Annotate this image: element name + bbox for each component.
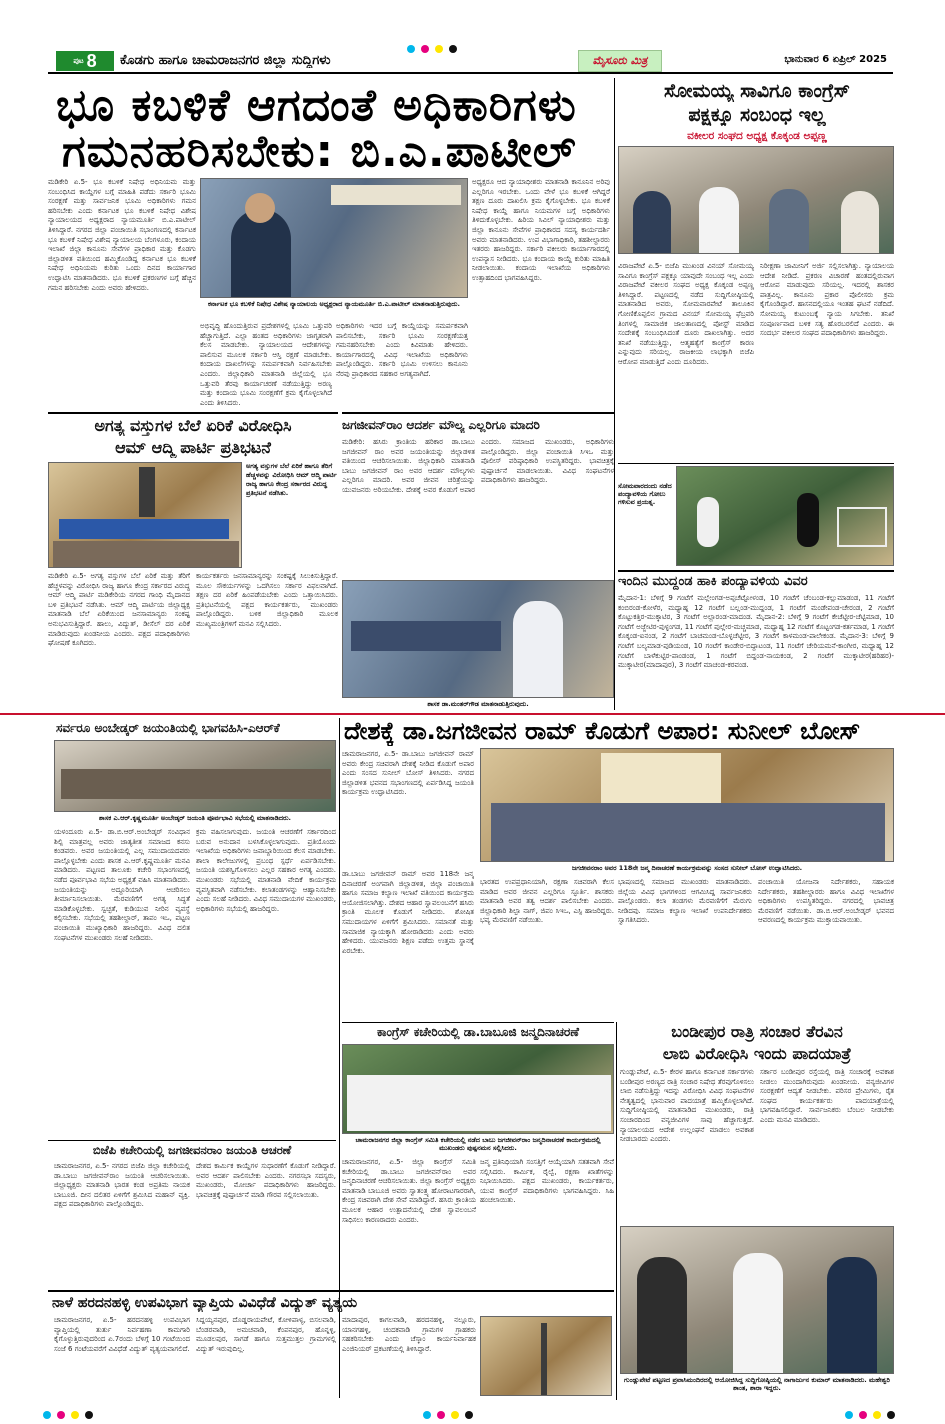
- jagjivan-headline: ಜಗಜೀವನ್‌ರಾಂ ಆದರ್ಶ ಮೌಲ್ಯ ಎಲ್ಲರಿಗೂ ಮಾದರಿ: [342, 418, 540, 432]
- congress-column-2: ಜನ್ಮ ಪ್ರತಿನಿಧಿಯಾಗಿ ಸಂಸತ್ತಿಗೆ ಆಯ್ಕೆಯಾಗಿ ಸತತವಾಗಿ ಸೇವೆ ಸಲ್ಲಿಸಿದರು. ಕಾರ್ಮಿಕ, ರೈಲ್ವೆ, ರಕ್ಷಣಾ ಖಾತೆಗಳನ್ನು ನಿಭಾಯಿಸಿದರು. ಪಕ್ಷದ ಮುಖಂಡರು, ಕಾರ್ಯಕರ್ತರು, ಯುವ ಕಾಂಗ್ರೆಸ್ ಪದಾಧಿಕಾರಿಗಳು ಭಾಗವಹಿಸಿದ್ದರು. ಸಿಹಿ ಹಂಚಲಾಯಿತು.: [480, 1158, 614, 1205]
- reg-dot-cyan: [845, 1411, 853, 1419]
- power-column-3: ಮಾದಾಪುರ, ಕಾಗಲವಾಡಿ, ಹರದನಹಳ್ಳಿ, ನಲ್ಲೂರು, ಯಾನಗಹಳ್ಳಿ, ಚಂದಕವಾಡಿ ಗ್ರಾಮಗಳ ಗ್ರಾಹಕರು ಸಹಕರಿಸಬೇಕು ಎಂದು ಚೆಸ್ಕಾಂ ಕಾರ್ಯನಿರ್ವಾಹಕ ಎಂಜಿನಿಯರ್ ಪ್ರಕಟಣೆಯಲ್ಲಿ ತಿಳಿಸಿದ್ದಾರೆ.: [342, 1316, 476, 1353]
- lead-photo-caption: ಕರ್ನಾಟಕ ಭೂ ಕಬಳಿಕೆ ನಿಷೇಧ ವಿಶೇಷ ನ್ಯಾಯಾಲಯ ಅಧ್ಯಕ್ಷರಾದ ನ್ಯಾಯಮೂರ್ತಿ ಬಿ.ಎ.ಪಾಟೀಲ್ ಮಾತನಾಡುತ್ತಿರುವುದು.: [208, 300, 460, 308]
- congress-headline: ಕಾಂಗ್ರೆಸ್ ಕಚೇರಿಯಲ್ಲಿ ಡಾ.ಬಾಬೂಜಿ ಜನ್ಮದಿನಾಚರಣೆ: [376, 1025, 580, 1039]
- aap-headline-line2: ಆಮ್ ಆದ್ಮಿ ಪಾರ್ಟಿ ಪ್ರತಿಭಟನೆ: [115, 438, 271, 457]
- divider-right-1: [618, 463, 894, 464]
- person-2: [699, 187, 739, 254]
- podium-figure-head: [245, 193, 275, 223]
- reg-dot-magenta: [437, 1411, 445, 1419]
- person-3: [769, 189, 809, 254]
- bjp-column-2: ದೇಶದ ಕಾರ್ಮಿಕ ಕಾಯ್ದೆಗಳ ಸುಧಾರಣೆಗೆ ಕೊಡುಗೆ ನೀಡಿದ್ದಾರೆ. ಅವರ ಆದರ್ಶ ಪಾಲಿಸಬೇಕು ಎಂದರು. ನಗರಸಭಾ ಸದಸ್ಯರು, ಮುಖಂಡರು, ಮೋರ್ಚಾ ಪದಾಧಿಕಾರಿಗಳು ಹಾಜರಿದ್ದರು. ಭಾವಚಿತ್ರಕ್ಕೆ ಪುಷ್ಪಾರ್ಚನೆ ಮಾಡಿ ಗೌರವ ಸಲ್ಲಿಸಲಾಯಿತು.: [196, 1162, 336, 1199]
- reg-dot-cyan: [407, 45, 415, 53]
- meeting-row: [61, 769, 331, 799]
- hockey-photo-caption: ಸೋಮವಾರದಂದು ನಡೆದ ಪಂದ್ಯಾವಳಿಯ ಗೋಲು ಗಳಿಸುವ ಪ್ರಯತ್ನ.: [618, 482, 672, 506]
- ambedkar-column-1: ಯಳಂದೂರು ಏ.5- ಡಾ.ಬಿ.ಆರ್.ಅಂಬೇಡ್ಕರ್ ಸಂವಿಧಾನ ಶಿಲ್ಪಿ ಮಾತ್ರವಲ್ಲ ಅವರು ಜಾತ್ಯತೀತ ಸಮಾಜದ ಕನಸು ಕಂಡವರು. ಅವರ ಜಯಂತಿಯಲ್ಲಿ ಎಲ್ಲ ಸಮುದಾಯದವರು ಪಾಲ್ಗೊಳ್ಳಬೇಕು ಎಂದು ಶಾಸಕ ಎ.ಆರ್.ಕೃಷ್ಣಮೂರ್ತಿ ಮನವಿ ಮಾಡಿದರು. ಪಟ್ಟಣದ ತಾಲೂಕು ಕಚೇರಿ ಸಭಾಂಗಣದಲ್ಲಿ ನಡೆದ ಪೂರ್ವಭಾವಿ ಸಭೆಯ ಅಧ್ಯಕ್ಷತೆ ವಹಿಸಿ ಮಾತನಾಡಿದರು. ಜಯಂತಿಯನ್ನು ಅದ್ದೂರಿಯಾಗಿ ಆಚರಿಸಲು ತೀರ್ಮಾನಿಸಲಾಯಿತು. ಮೆರವಣಿಗೆಗೆ ಅಗತ್ಯ ಸಿದ್ಧತೆ ಮಾಡಿಕೊಳ್ಳಬೇಕು. ಸ್ವಚ್ಛತೆ, ಕುಡಿಯುವ ನೀರಿನ ವ್ಯವಸ್ಥೆ ಕಲ್ಪಿಸಬೇಕು. ಸಭೆಯಲ್ಲಿ ತಹಶೀಲ್ದಾರ್, ತಾಪಂ ಇಒ, ಪಟ್ಟಣ ಪಂಚಾಯಿತಿ ಮುಖ್ಯಾಧಿಕಾರಿ ಹಾಜರಿದ್ದರು. ವಿವಿಧ ದಲಿತ ಸಂಘಟನೆಗಳ ಮುಖಂಡರು ಸಲಹೆ ನೀಡಿದರು.: [54, 828, 190, 942]
- divider-jagjivan-top: [342, 412, 614, 414]
- somaiah-column-1: ವಿರಾಜಪೇಟೆ ಏ.5- ಬಿಜೆಪಿ ಮುಖಂಡ ವಿನಯ್ ಸೋಮಯ್ಯ ಸಾವಿಗೂ ಕಾಂಗ್ರೆಸ್ ಪಕ್ಷಕ್ಕೂ ಯಾವುದೇ ಸಂಬಂಧ ಇಲ್ಲ ಎಂದು ವಿರಾಜಪೇಟೆ ವಕೀಲರ ಸಂಘದ ಅಧ್ಯಕ್ಷ ಕೊಕ್ಕಂಡ ಅಪ್ಪಣ್ಣ ತಿಳಿಸಿದ್ದಾರೆ. ಪಟ್ಟಣದಲ್ಲಿ ನಡೆದ ಸುದ್ದಿಗೋಷ್ಠಿಯಲ್ಲಿ ಮಾತನಾಡಿದ ಅವರು, ಸೋಮವಾರಪೇಟೆ ತಾಲೂಕಿನ ಗೋಣಿಕೊಪ್ಪಲಿನ ಗ್ರಾಮದ ವಿನಯ್ ಸೋಮಯ್ಯ ಫೆಬ್ರವರಿ ತಿಂಗಳಲ್ಲಿ ಸಾಮಾಜಿಕ ಜಾಲತಾಣದಲ್ಲಿ ಪೋಸ್ಟ್ ಮಾಡಿದ ಸಂದೇಶಕ್ಕೆ ಸಂಬಂಧಿಸಿದಂತೆ ದೂರು ದಾಖಲಾಗಿತ್ತು. ಅದರ ತನಿಖೆ ನಡೆಯುತ್ತಿದ್ದು, ಆತ್ಮಹತ್ಯೆಗೆ ಕಾಂಗ್ರೆಸ್ ಕಾರಣ ಎನ್ನುವುದು ಸರಿಯಲ್ಲ. ರಾಜಕೀಯ ಲಾಭಕ್ಕಾಗಿ ಬಿಜೆಪಿ ಆರೋಪ ಮಾಡುತ್ತಿದೆ ಎಂದು ದೂರಿದರು.: [618, 262, 754, 366]
- bandipur-headline-line2: ಲಾಬಿ ವಿರೋಧಿಸಿ ಇಂದು ಪಾದಯಾತ್ರೆ: [662, 1044, 852, 1063]
- reg-dot-yellow: [435, 45, 443, 53]
- bandipur-photo: [620, 1226, 894, 1374]
- ambedkar-photo-caption: ಶಾಸಕ ಎ.ಆರ್.ಕೃಷ್ಣಮೂರ್ತಿ ಅಂಬೇಡ್ಕರ್ ಜಯಂತಿ ಪೂರ್ವಭಾವಿ ಸಭೆಯಲ್ಲಿ ಮಾತನಾಡಿದರು.: [99, 814, 291, 822]
- reg-dot-magenta: [859, 1411, 867, 1419]
- hockey-photo: [676, 466, 894, 566]
- vertical-divider-main: [614, 78, 615, 710]
- lead-headline-line2: ಗಮನಹರಿಸಬೇಕು: ಬಿ.ಎ.ಪಾಟೀಲ್: [62, 128, 577, 176]
- registration-marks-left: [404, 38, 460, 57]
- somaiah-subhead: ವಕೀಲರ ಸಂಘದ ಅಧ್ಯಕ್ಷ ಕೊಕ್ಕಂಡ ಅಪ್ಪಣ್ಣ: [687, 130, 827, 142]
- reg-dot-black: [449, 45, 457, 53]
- congress-photo: [342, 1044, 614, 1134]
- statue: [139, 467, 155, 517]
- hockey-player-1: [697, 497, 719, 547]
- power-column-2: ಸಿದ್ದಯ್ಯನಪುರ, ದೊಡ್ಡರಾಯಪೇಟೆ, ಕೋಳಿಪಾಳ್ಯ, ಬಿಸಲವಾಡಿ, ಬೆಂಡರವಾಡಿ, ಅಮಚವಾಡಿ, ಕೆಂಪನಪುರ, ಹೊನ್ನಳ್ಳಿ, ಮೂಡಲಪುರ, ಸಾಗಡೆ ಹಾಗೂ ಸುತ್ತಮುತ್ತಲ ಗ್ರಾಮಗಳಲ್ಲಿ ವಿದ್ಯುತ್ ಇರುವುದಿಲ್ಲ.: [196, 1316, 336, 1353]
- somaiah-column-2: ನಿರೀಕ್ಷಣಾ ಜಾಮೀನಿಗೆ ಅರ್ಜಿ ಸಲ್ಲಿಸಲಾಗಿತ್ತು. ನ್ಯಾಯಾಲಯ ಆದೇಶ ನೀಡಿದೆ. ಪ್ರಕರಣ ವಿಚಾರಣೆ ಹಂತದಲ್ಲಿರುವಾಗ ಆರೋಪ ಮಾಡುವುದು ಸರಿಯಲ್ಲ. ಇದರಲ್ಲಿ ಶಾಸಕರ ಪಾತ್ರವಿಲ್ಲ. ಕಾನೂನು ಪ್ರಕಾರ ಪೊಲೀಸರು ಕ್ರಮ ಕೈಗೊಂಡಿದ್ದಾರೆ. ಹಾಸನದಲ್ಲಿಯೂ ಇಂತಹ ಘಟನೆ ನಡೆದಿದೆ. ಸೋಮಯ್ಯ ಕುಟುಂಬಕ್ಕೆ ನ್ಯಾಯ ಸಿಗಬೇಕು. ತನಿಖೆ ಸಂಪೂರ್ಣವಾದ ಬಳಿಕ ಸತ್ಯ ಹೊರಬರಲಿದೆ ಎಂದರು. ಈ ಸಂದರ್ಭ ವಕೀಲರ ಸಂಘದ ಪದಾಧಿಕಾರಿಗಳು ಹಾಜರಿದ್ದರು.: [760, 262, 894, 338]
- section-separator: [0, 713, 945, 715]
- masthead-title: ಮೈಸೂರು ಮಿತ್ರ: [592, 54, 648, 67]
- reg-dot-yellow: [451, 1411, 459, 1419]
- aap-column-1: ಮಡಿಕೇರಿ ಏ.5- ಅಗತ್ಯ ವಸ್ತುಗಳ ಬೆಲೆ ಏರಿಕೆ ಮತ್ತು ತೆರಿಗೆ ಹೆಚ್ಚಳವನ್ನು ವಿರೋಧಿಸಿ ರಾಜ್ಯ ಹಾಗೂ ಕೇಂದ್ರ ಸರ್ಕಾರದ ವಿರುದ್ಧ ಆಮ್ ಆದ್ಮಿ ಪಾರ್ಟಿ ಮಡಿಕೇರಿಯ ನಗರದ ಗಾಂಧಿ ಮೈದಾನದ ಬಳಿ ಪ್ರತಿಭಟನೆ ನಡೆಸಿತು. ಆಮ್ ಆದ್ಮಿ ಪಾರ್ಟಿಯ ಜಿಲ್ಲಾಧ್ಯಕ್ಷ ಮಾತನಾಡಿ ಬೆಲೆ ಏರಿಕೆಯಿಂದ ಜನಸಾಮಾನ್ಯರು ಸಂಕಷ್ಟ ಅನುಭವಿಸುತ್ತಿದ್ದಾರೆ. ಹಾಲು, ವಿದ್ಯುತ್, ಡೀಸೆಲ್ ದರ ಏರಿಕೆ ಮಾಡಿರುವುದು ಖಂಡನೀಯ ಎಂದರು. ಪಕ್ಷದ ಪದಾಧಿಕಾರಿಗಳು ಘೋಷಣೆ ಕೂಗಿದರು.: [48, 572, 190, 648]
- bose-column-1: ಡಾ.ಬಾಬು ಜಗಜೀವನ್ ರಾಮ್ ಅವರ 118ನೇ ಜನ್ಮ ದಿನಾಚರಣೆ ಅಂಗವಾಗಿ ಜಿಲ್ಲಾಡಳಿತ, ಜಿಲ್ಲಾ ಪಂಚಾಯಿತಿ ಹಾಗೂ ಸಮಾಜ ಕಲ್ಯಾಣ ಇಲಾಖೆ ವತಿಯಿಂದ ಕಾರ್ಯಕ್ರಮ ಆಯೋಜಿಸಲಾಗಿತ್ತು. ದೇಶದ ಆಹಾರ ಸ್ವಾವಲಂಬನೆಗೆ ಹಸಿರು ಕ್ರಾಂತಿ ಮೂಲಕ ಕೊಡುಗೆ ನೀಡಿದರು. ಶೋಷಿತ ಸಮುದಾಯಗಳ ಏಳಿಗೆಗೆ ಶ್ರಮಿಸಿದರು. ಸಮಾನತೆ ಮತ್ತು ಸಾಮಾಜಿಕ ನ್ಯಾಯಕ್ಕಾಗಿ ಹೋರಾಡಿದರು ಎಂದು ಅವರು ಹೇಳಿದರು. ಯುವಜನರು ಶಿಕ್ಷಣ ಪಡೆದು ಉತ್ತಮ ಸ್ಥಾನಕ್ಕೆ ಏರಬೇಕು.: [342, 870, 474, 955]
- protest-banner: [59, 519, 229, 539]
- power-pole: [541, 1323, 547, 1395]
- presser-3: [827, 1257, 877, 1374]
- somaiah-headline-line1: ಸೋಮಯ್ಯ ಸಾವಿಗೂ ಕಾಂಗ್ರೆಸ್: [664, 80, 850, 102]
- reg-dot-cyan: [43, 1411, 51, 1419]
- power-column-1: ಚಾಮರಾಜನಗರ, ಏ.5- ಹರದನಹಳ್ಳಿ ಉಪವಿಭಾಗ ವ್ಯಾಪ್ತಿಯಲ್ಲಿ ತುರ್ತು ನಿರ್ವಹಣಾ ಕಾಮಗಾರಿ ಕೈಗೊಳ್ಳುತ್ತಿರುವುದರಿಂದ ಏ.7ರಂದು ಬೆಳಿಗ್ಗೆ 10 ಗಂಟೆಯಿಂದ ಸಂಜೆ 6 ಗಂಟೆಯವರೆಗೆ ವಿವಿಧೆಡೆ ವಿದ್ಯುತ್ ವ್ಯತ್ಯಯವಾಗಲಿದೆ.: [54, 1316, 190, 1353]
- masthead: [578, 50, 662, 72]
- registration-marks-bottom-right: [842, 1404, 898, 1423]
- lead-column-3: ಅಧಿಕಾರಿಗಳು ಇದರ ಬಗ್ಗೆ ಕಾಯ್ದೆಯನ್ನು ಸಮರ್ಪಕವಾಗಿ ಪಾಲಿಸಬೇಕು, ಸರ್ಕಾರಿ ಭೂಮಿ ಸಂರಕ್ಷಣೆಯತ್ತ ಗಮನಹರಿಸಬೇಕು ಎಂದು ಕಿವಿಮಾತು ಹೇಳಿದರು. ಕಾರ್ಯಾಗಾರದಲ್ಲಿ ವಿವಿಧ ಇಲಾಖೆಯ ಅಧಿಕಾರಿಗಳು ಪಾಲ್ಗೊಂಡಿದ್ದರು. ಸರ್ಕಾರಿ ಭೂಮಿ ಉಳಿಸಲು ಕಾನೂನು ನೆರವು ಪ್ರಾಧಿಕಾರದ ಸಹಕಾರ ಅಗತ್ಯವಾಗಿದೆ.: [336, 322, 468, 378]
- divider-hockey-top: [618, 570, 894, 572]
- bose-headline: ದೇಶಕ್ಕೆ ಡಾ.ಜಗಜೀವನ ರಾಮ್ ಕೊಡುಗೆ ಅಪಾರ: ಸುನೀಲ್ ಬೋಸ್: [344, 717, 861, 745]
- page-header: [48, 48, 893, 74]
- bose-intro: ಚಾಮರಾಜನಗರ, ಏ.5- ಡಾ.ಬಾಬು ಜಗಜೀವನ್ ರಾಮ್ ಅವರು ಕೇಂದ್ರ ಸಚಿವರಾಗಿ ದೇಶಕ್ಕೆ ನೀಡಿದ ಕೊಡುಗೆ ಅಪಾರ ಎಂದು ಸಂಸದ ಸುನೀಲ್ ಬೋಸ್ ತಿಳಿಸಿದರು. ನಗರದ ಜಿಲ್ಲಾಡಳಿತ ಭವನದ ಸಭಾಂಗಣದಲ್ಲಿ ಏರ್ಪಡಿಸಿದ್ದ ಜಯಂತಿ ಕಾರ್ಯಕ್ರಮ ಉದ್ಘಾಟಿಸಿದರು.: [342, 750, 474, 797]
- page-label: ಪುಟ: [73, 56, 84, 65]
- somaiah-photo: [618, 146, 894, 254]
- divider-aap-top: [48, 412, 338, 414]
- jagjivan-photo-caption: ಶಾಸಕ ಡಾ.ಮಂತರ್‌ಗೌಡ ಮಾತನಾಡುತ್ತಿರುವುದು.: [427, 700, 529, 708]
- bose-column-3: ಭಾಷಣದಲ್ಲಿ ಸಮಾಜದ ಮುಖಂಡರು ಮಾತನಾಡಿದರು. ಜಿಲ್ಲೆಯ ವಿವಿಧ ಭಾಗಗಳಿಂದ ಆಗಮಿಸಿದ್ದ ಸಾರ್ವಜನಿಕರು ಪಾಲ್ಗೊಂಡರು. ಕಲಾ ತಂಡಗಳು ಮೆರವಣಿಗೆಗೆ ಮೆರುಗು ನೀಡಿದವು. ಸಮಾಜ ಕಲ್ಯಾಣ ಇಲಾಖೆ ಉಪನಿರ್ದೇಶಕರು ಸ್ವಾಗತಿಸಿದರು.: [618, 878, 752, 925]
- presser-1: [637, 1257, 687, 1374]
- person-1: [633, 191, 671, 254]
- bandipur-photo-caption: ಗುಂಡ್ಲುಪೇಟೆ ಪಟ್ಟಣದ ಪ್ರವಾಸಿಮಂದಿರದಲ್ಲಿ ಆಯೋಜಿಸಿದ್ದ ಸುದ್ದಿಗೋಷ್ಠಿಯಲ್ಲಿ ನಾಗಾರ್ಜುನ ಕುಮಾರ್ ಮಾತನಾಡಿದರು. ಮಹೇಶ್ವರಿ ಶಾಂತ, ಶಾರಾ ಇದ್ದರು.: [624, 1376, 890, 1392]
- bjp-headline: ಬಿಜೆಪಿ ಕಚೇರಿಯಲ್ಲಿ ಜಗಜೀವನರಾಂ ಜಯಂತಿ ಆಚರಣೆ: [92, 1143, 292, 1157]
- bose-column-4: ಪಂಚಾಯಿತಿ ಯೋಜನಾ ನಿರ್ದೇಶಕರು, ಸಹಾಯಕ ನಿರ್ದೇಶಕರು, ತಹಶೀಲ್ದಾರರು ಹಾಗೂ ವಿವಿಧ ಇಲಾಖೆಗಳ ಅಧಿಕಾರಿಗಳು ಉಪಸ್ಥಿತರಿದ್ದರು. ನಗರದಲ್ಲಿ ಭಾವಚಿತ್ರ ಮೆರವಣಿಗೆ ನಡೆಯಿತು. ಡಾ.ಬಿ.ಆರ್.ಅಂಬೇಡ್ಕರ್ ಭವನದ ಆವರಣದಲ್ಲಿ ಕಾರ್ಯಕ್ರಮ ಮುಕ್ತಾಯವಾಯಿತು.: [758, 878, 894, 925]
- bandipur-column-2: ಸರ್ಕಾರ ಬಂಡೀಪುರ ರಸ್ತೆಯಲ್ಲಿ ರಾತ್ರಿ ಸಂಚಾರಕ್ಕೆ ಅವಕಾಶ ನೀಡಲು ಮುಂದಾಗಿರುವುದು ಖಂಡನೀಯ. ವನ್ಯಜೀವಿಗಳ ಸಂರಕ್ಷಣೆಗೆ ಆದ್ಯತೆ ನೀಡಬೇಕು. ಪರಿಸರ ಪ್ರೇಮಿಗಳು, ರೈತ ಸಂಘದ ಕಾರ್ಯಕರ್ತರು ಪಾದಯಾತ್ರೆಯಲ್ಲಿ ಭಾಗವಹಿಸಲಿದ್ದಾರೆ. ಸಾರ್ವಜನಿಕರು ಬೆಂಬಲ ನೀಡಬೇಕು ಎಂದು ಮನವಿ ಮಾಡಿದರು.: [760, 1068, 894, 1124]
- speaker: [513, 601, 563, 698]
- reg-dot-yellow: [873, 1411, 881, 1419]
- bose-photo-caption: ಜಗಜೀವನರಾಂ ಅವರ 118ನೇ ಜನ್ಮ ದಿನಾಚರಣೆ ಕಾರ್ಯಕ್ರಮವನ್ನು ಸಂಸದ ಸುನೀಲ್ ಬೋಸ್ ಉದ್ಘಾಟಿಸಿದರು.: [571, 864, 803, 872]
- registration-marks-bottom-left: [420, 1404, 476, 1423]
- group-row: [347, 1075, 611, 1131]
- portrait-banner: [601, 753, 721, 803]
- dignitaries: [491, 803, 885, 862]
- issue-date: ಭಾನುವಾರ 6 ಏಪ್ರಿಲ್ 2025: [784, 54, 887, 65]
- congress-photo-caption: ಚಾಮರಾಜನಗರ ಜಿಲ್ಲಾ ಕಾಂಗ್ರೆಸ್ ಸಮಿತಿ ಕಚೇರಿಯಲ್ಲಿ ನಡೆದ ಬಾಬು ಜಗಜೀವನ್‌ರಾಂ ಜನ್ಮದಿನಾಚರಣೆ ಕಾರ್ಯಕ್ರಮದಲ್ಲಿ ಮುಖಂಡರು ಪುಷ್ಪನಮನ ಸಲ್ಲಿಸಿದರು.: [355, 1136, 601, 1152]
- lead-photo: [200, 178, 468, 298]
- lead-headline-line1: ಭೂ ಕಬಳಿಕೆ ಆಗದಂತೆ ಅಧಿಕಾರಿಗಳು: [56, 82, 577, 130]
- reg-dot-magenta: [57, 1411, 65, 1419]
- banner: [331, 185, 461, 205]
- hockey-fixtures: ಮೈದಾನ-1: ಬೆಳಿಗ್ಗೆ 9 ಗಂಟೆಗೆ ಮಲ್ಲೇಂಗಡ-ಅಪ್ಪಚೆಟ್ಟೋಳಂಡ, 10 ಗಂಟೆಗೆ ಚೆಂಬಂಡ-ಕಲ್ಲುಮಾಡಂಡ, 11 ಗಂಟೆಗೆ ಕಂಬಿರಂಡ-ಕೋಳೆರ, ಮಧ್ಯಾಹ್ನ 12 ಗಂಟೆಗೆ ಬಲ್ಲಂಡ-ಮುದ್ದಂಡ, 1 ಗಂಟೆಗೆ ಮಂಡೇಪಂಡ-ಚೇರಂಡ, 2 ಗಂಟೆಗೆ ಕೊಟ್ಟುಕತ್ತಿರ-ಮುಕ್ಕಾಟಿರ, 3 ಗಂಟೆಗೆ ಅಲ್ಲಾರಂಡ-ಮಾದಂಡ. ಮೈದಾನ-2: ಬೆಳಿಗ್ಗೆ 9 ಗಂಟೆಗೆ ಕೇಚೆಟ್ಟೀರ-ಚೆಟ್ಟಿಮಾಡ, 10 ಗಂಟೆಗೆ ಅಜ್ಜೇಟಿರ-ಪುಳ್ಳಂಗಡ, 11 ಗಂಟೆಗೆ ಪುಲ್ಲೇರ-ಮಚ್ಚಮಾಡ, ಮಧ್ಯಾಹ್ನ 12 ಗಂಟೆಗೆ ಕೊಟ್ಟಂಗಡ-ಕರ್ತಮಾಡ, 1 ಗಂಟೆಗೆ ಕೊಕ್ಕಂಡ-ಐನಂಡ, 2 ಗಂಟೆಗೆ ಬಾಚಮಂಡ-ಬೊಳ್ಳಚೆಟ್ಟೀರ, 3 ಗಂಟೆಗೆ ಕಾಳಮಂಡ-ಪಾಲೇಕಂಡ. ಮೈದಾನ-3: ಬೆಳಿಗ್ಗೆ 9 ಗಂಟೆಗೆ ಬಲ್ಯಮಾಡ-ಪುಡಿಯಂಡ, 10 ಗಂಟೆಗೆ ಕಾಂಡೇರ-ಬಿದ್ದಾಟಂಡ, 11 ಗಂಟೆಗೆ ಚೇರಿಯಮನೆ-ಕಾಂಗೀರ, ಮಧ್ಯಾಹ್ನ 12 ಗಂಟೆಗೆ ಬಾಳೆಕುಟ್ಟಿರ-ಪಾಂಡಂಡ, 1 ಗಂಟೆಗೆ ಬಿದ್ದಂಡ-ನಾಯಕಂಡ, 2 ಗಂಟೆಗೆ ಮುಕ್ಕಾಟೀರ(ಹರಿಹರ)-ಮುಕ್ಕಾಟೀರ(ಮಾದಾಪುರ), 3 ಗಂಟೆಗೆ ಮಾಚಂಡ-ಕರವಂಡ.: [618, 594, 894, 670]
- reg-dot-black: [465, 1411, 473, 1419]
- divider-bjp-top: [48, 1140, 336, 1141]
- person-4: [841, 191, 879, 254]
- dais: [351, 621, 501, 651]
- divider-congress-top: [342, 1022, 614, 1023]
- power-headline: ನಾಳೆ ಹರದನಹಳ್ಳಿ ಉಪವಿಭಾಗ ವ್ಯಾಪ್ತಿಯ ವಿವಿಧೆಡೆ ವಿದ್ಯುತ್ ವ್ಯತ್ಯಯ: [52, 1295, 358, 1311]
- hockey-player-2: [797, 493, 819, 547]
- lead-column-1: ಮಡಿಕೇರಿ ಏ.5- ಭೂ ಕಬಳಿಕೆ ನಿಷೇಧ ಅಧಿನಿಯಮ ಮತ್ತು ಸಂಬಂಧಿಸಿದ ಕಾಯ್ದೆಗಳ ಬಗ್ಗೆ ಮಾಹಿತಿ ಪಡೆದು ಸರ್ಕಾರಿ ಭೂಮಿ ಸಂರಕ್ಷಣೆ ಮತ್ತು ಸಾರ್ವಜನಿಕ ಭೂಮಿ ಅಧಿಕಾರಿಗಳು ಗಮನ ಹರಿಸಬೇಕು ಎಂದು ಕರ್ನಾಟಕ ಭೂ ಕಬಳಿಕೆ ನಿಷೇಧ ವಿಶೇಷ ನ್ಯಾಯಾಲಯದ ಅಧ್ಯಕ್ಷರಾದ ನ್ಯಾಯಮೂರ್ತಿ ಬಿ.ಎ.ಪಾಟೀಲ್ ತಿಳಿಸಿದ್ದಾರೆ. ನಗರದ ಜಿಲ್ಲಾ ಪಂಚಾಯಿತಿ ಸಭಾಂಗಣದಲ್ಲಿ ಕರ್ನಾಟಕ ಭೂ ಕಬಳಿಕೆ ನಿಷೇಧ ವಿಶೇಷ ನ್ಯಾಯಾಲಯ ಬೆಂಗಳೂರು, ಕಂದಾಯ ಇಲಾಖೆ ಜಿಲ್ಲಾ ಕಾನೂನು ಸೇವೆಗಳ ಪ್ರಾಧಿಕಾರ ಮತ್ತು ಕೊಡಗು ಜಿಲ್ಲಾಡಳಿತ ವತಿಯಿಂದ ಹಮ್ಮಿಕೊಂಡಿದ್ದ ಕರ್ನಾಟಕ ಭೂ ಕಬಳಿಕೆ ನಿಷೇಧ ಅಧಿನಿಯಮ ಕುರಿತು ಒಂದು ದಿನದ ಕಾರ್ಯಾಗಾರ ಉದ್ಘಾಟಿಸಿ ಮಾತನಾಡಿದರು. ಭೂ ಕಬಳಿಕೆ ಪ್ರಕರಣಗಳ ಬಗ್ಗೆ ಹೆಚ್ಚಿನ ಗಮನ ಹರಿಸಬೇಕು ಎಂದು ಅವರು ಹೇಳಿದರು.: [48, 178, 196, 292]
- presser-2: [733, 1253, 783, 1374]
- reg-dot-black: [85, 1411, 93, 1419]
- congress-column-1: ಚಾಮರಾಜನಗರ, ಏ.5- ಜಿಲ್ಲಾ ಕಾಂಗ್ರೆಸ್ ಸಮಿತಿ ಕಚೇರಿಯಲ್ಲಿ ಡಾ.ಬಾಬು ಜಗಜೀವನ್‌ರಾಂ ಅವರ ಜನ್ಮದಿನಾಚರಣೆ ಆಚರಿಸಲಾಯಿತು. ಜಿಲ್ಲಾ ಕಾಂಗ್ರೆಸ್ ಅಧ್ಯಕ್ಷರು ಮಾತನಾಡಿ ಬಾಬೂಜಿ ಅವರು ಸ್ವಾತಂತ್ರ್ಯ ಹೋರಾಟಗಾರರಾಗಿ, ಕೇಂದ್ರ ಸಚಿವರಾಗಿ ದೇಶ ಸೇವೆ ಮಾಡಿದ್ದಾರೆ. ಹಸಿರು ಕ್ರಾಂತಿಯ ಮೂಲಕ ಆಹಾರ ಉತ್ಪಾದನೆಯಲ್ಲಿ ದೇಶ ಸ್ವಾವಲಂಬನೆ ಸಾಧಿಸಲು ಕಾರಣರಾದರು ಎಂದರು.: [342, 1158, 476, 1224]
- power-photo: [480, 1316, 612, 1396]
- jagjivan-photo: [342, 580, 614, 698]
- section-title: ಕೊಡಗು ಹಾಗೂ ಚಾಮರಾಜನಗರ ಜಿಲ್ಲಾ ಸುದ್ದಿಗಳು: [120, 53, 331, 68]
- registration-marks-bottom-far-left: [40, 1404, 96, 1423]
- divider-bandipur-left: [616, 1022, 617, 1400]
- divider-power-top: [48, 1290, 614, 1292]
- bandipur-headline-line1: ಬಂಡೀಪುರ ರಾತ್ರಿ ಸಂಚಾರ ತೆರವಿನ: [671, 1022, 843, 1041]
- hockey-headline: ಇಂದಿನ ಮುದ್ದಂಡ ಹಾಕಿ ಪಂದ್ಯಾವಳಿಯ ವಿವರ: [618, 574, 808, 589]
- bjp-column-1: ಚಾಮರಾಜನಗರ, ಏ.5- ನಗರದ ಬಿಜೆಪಿ ಜಿಲ್ಲಾ ಕಚೇರಿಯಲ್ಲಿ ಡಾ.ಬಾಬು ಜಗಜೀವನ್‌ರಾಂ ಜಯಂತಿ ಆಚರಿಸಲಾಯಿತು. ಜಿಲ್ಲಾಧ್ಯಕ್ಷರು ಮಾತನಾಡಿ ಭಾರತ ಕಂಡ ಅಪ್ರತಿಮ ನಾಯಕ ಬಾಬೂಜಿ. ದೀನ ದಲಿತರ ಏಳಿಗೆಗೆ ಶ್ರಮಿಸಿದ ಮಹಾನ್ ವ್ಯಕ್ತಿ. ಪಕ್ಷದ ಪದಾಧಿಕಾರಿಗಳು ಪಾಲ್ಗೊಂಡಿದ್ದರು.: [54, 1162, 190, 1209]
- bose-column-2: ಭಾರತದ ಉಪಪ್ರಧಾನಿಯಾಗಿ, ರಕ್ಷಣಾ ಸಚಿವರಾಗಿ ಕೆಲಸ ಮಾಡಿದ ಅವರ ಜೀವನ ಎಲ್ಲರಿಗೂ ಸ್ಫೂರ್ತಿ. ಶಾಸಕರು ಮಾತನಾಡಿ ಅವರ ತತ್ವ ಆದರ್ಶ ಪಾಲಿಸಬೇಕು ಎಂದರು. ಜಿಲ್ಲಾಧಿಕಾರಿ ಶಿಲ್ಪಾ ನಾಗ್, ಜಿಪಂ ಸಿಇಒ, ಎಸ್ಪಿ ಹಾಜರಿದ್ದರು. ಭವ್ಯ ಮೆರವಣಿಗೆ ನಡೆಯಿತು.: [480, 878, 614, 925]
- aap-column-2: ಕಾರ್ಯಕರ್ತರು ಜನಸಾಮಾನ್ಯರನ್ನು ಸಂಕಷ್ಟಕ್ಕೆ ಸಿಲುಕಿಸುತ್ತಿದ್ದಾರೆ. ಮೂಲ ಸೌಕರ್ಯಗಳನ್ನು ಒದಗಿಸಲು ಸರ್ಕಾರ ವಿಫಲವಾಗಿದೆ. ತಕ್ಷಣ ದರ ಏರಿಕೆ ಹಿಂಪಡೆಯಬೇಕು ಎಂದು ಒತ್ತಾಯಿಸಿದರು. ಪ್ರತಿಭಟನೆಯಲ್ಲಿ ಪಕ್ಷದ ಕಾರ್ಯಕರ್ತರು, ಮುಖಂಡರು ಪಾಲ್ಗೊಂಡಿದ್ದರು. ಬಳಿಕ ಜಿಲ್ಲಾಧಿಕಾರಿ ಮೂಲಕ ಮುಖ್ಯಮಂತ್ರಿಗಳಿಗೆ ಮನವಿ ಸಲ್ಲಿಸಿದರು.: [196, 572, 338, 628]
- reg-dot-black: [887, 1411, 895, 1419]
- ambedkar-photo: [54, 740, 336, 812]
- bandipur-column-1: ಗುಂಡ್ಲುಪೇಟೆ, ಏ.5- ಕೇರಳ ಹಾಗೂ ಕರ್ನಾಟಕ ಸರ್ಕಾರಗಳು ಬಂಡೀಪುರ ಅರಣ್ಯದ ರಾತ್ರಿ ಸಂಚಾರ ನಿಷೇಧ ತೆರವುಗೊಳಿಸಲು ಲಾಬಿ ನಡೆಸುತ್ತಿದ್ದು ಇದನ್ನು ವಿರೋಧಿಸಿ ವಿವಿಧ ಸಂಘಟನೆಗಳ ನೇತೃತ್ವದಲ್ಲಿ ಭಾನುವಾರ ಪಾದಯಾತ್ರೆ ಹಮ್ಮಿಕೊಳ್ಳಲಾಗಿದೆ. ಸುದ್ದಿಗೋಷ್ಠಿಯಲ್ಲಿ ಮಾತನಾಡಿದ ಮುಖಂಡರು, ರಾತ್ರಿ ಸಂಚಾರದಿಂದ ವನ್ಯಜೀವಿಗಳ ಸಾವು ಹೆಚ್ಚಾಗುತ್ತದೆ. ನ್ಯಾಯಾಲಯದ ಆದೇಶ ಉಲ್ಲಂಘನೆ ಮಾಡಲು ಅವಕಾಶ ನೀಡಬಾರದು ಎಂದರು.: [620, 1068, 754, 1144]
- ambedkar-column-2: ಕ್ರಮ ವಹಿಸಲಾಗುವುದು. ಜಯಂತಿ ಆಚರಣೆಗೆ ಸರ್ಕಾರದಿಂದ ಬರುವ ಅನುದಾನ ಬಳಸಿಕೊಳ್ಳಲಾಗುವುದು. ಪ್ರತಿಯೊಂದು ಇಲಾಖೆಯ ಅಧಿಕಾರಿಗಳು ಜವಾಬ್ದಾರಿಯಿಂದ ಕೆಲಸ ಮಾಡಬೇಕು. ಶಾಲಾ ಕಾಲೇಜುಗಳಲ್ಲಿ ಪ್ರಬಂಧ ಸ್ಪರ್ಧೆ ಏರ್ಪಡಿಸಬೇಕು. ಜಯಂತಿ ಯಶಸ್ವಿಗೊಳಿಸಲು ಎಲ್ಲರ ಸಹಕಾರ ಅಗತ್ಯ ಎಂದರು. ಮುಖಂಡರು ಸಭೆಯಲ್ಲಿ ಮಾತನಾಡಿ ವೇದಿಕೆ ಕಾರ್ಯಕ್ರಮ ವ್ಯವಸ್ಥಿತವಾಗಿ ನಡೆಸಬೇಕು. ಕಲಾತಂಡಗಳನ್ನು ಆಹ್ವಾನಿಸಬೇಕು ಎಂದು ಸಲಹೆ ನೀಡಿದರು. ವಿವಿಧ ಸಮುದಾಯಗಳ ಮುಖಂಡರು, ಅಧಿಕಾರಿಗಳು ಸಭೆಯಲ್ಲಿ ಹಾಜರಿದ್ದರು.: [196, 828, 336, 913]
- reg-dot-cyan: [423, 1411, 431, 1419]
- page-number-badge: [56, 51, 114, 71]
- aap-photo-note: ಅಗತ್ಯ ವಸ್ತುಗಳ ಬೆಲೆ ಏರಿಕೆ ಹಾಗೂ ತೆರಿಗೆ ಹೆಚ್ಚಳವನ್ನು ವಿರೋಧಿಸಿ ಆಮ್ ಆದ್ಮಿ ಪಾರ್ಟಿ ರಾಜ್ಯ ಹಾಗೂ ಕೇಂದ್ರ ಸರ್ಕಾರದ ವಿರುದ್ಧ ಪ್ರತಿಭಟನೆ ನಡೆಸಿತು.: [246, 462, 337, 497]
- goal-net: [837, 507, 887, 547]
- reg-dot-yellow: [71, 1411, 79, 1419]
- page-number: 8: [86, 50, 97, 71]
- somaiah-headline-line2: ಪಕ್ಷಕ್ಕೂ ಸಂಬಂಧ ಇಲ್ಲ: [688, 104, 826, 126]
- jagjivan-text: ಮಡಿಕೇರಿ: ಹಸಿರು ಕ್ರಾಂತಿಯ ಹರಿಕಾರ ಡಾ.ಬಾಬು ಜಗಜೀವನ್ ರಾಂ ಅವರ ಜಯಂತಿಯನ್ನು ಜಿಲ್ಲಾಡಳಿತ ವತಿಯಿಂದ ಆಚರಿಸಲಾಯಿತು. ಜಿಲ್ಲಾಧಿಕಾರಿ ಮಾತನಾಡಿ ಬಾಬು ಜಗಜೀವನ್ ರಾಂ ಅವರ ಆದರ್ಶ ಮೌಲ್ಯಗಳು ಎಲ್ಲರಿಗೂ ಮಾದರಿ. ಅವರ ಜೀವನ ಚರಿತ್ರೆಯನ್ನು ಯುವಜನರು ಅರಿಯಬೇಕು. ದೇಶಕ್ಕೆ ಅವರ ಕೊಡುಗೆ ಅಪಾರ ಎಂದರು. ಸಮಾಜದ ಮುಖಂಡರು, ಅಧಿಕಾರಿಗಳು ಪಾಲ್ಗೊಂಡಿದ್ದರು. ಜಿಲ್ಲಾ ಪಂಚಾಯಿತಿ ಸಿಇಒ ಮತ್ತು ಪೊಲೀಸ್ ವರಿಷ್ಠಾಧಿಕಾರಿ ಉಪಸ್ಥಿತರಿದ್ದರು. ಭಾವಚಿತ್ರಕ್ಕೆ ಪುಷ್ಪಾರ್ಚನೆ ಮಾಡಲಾಯಿತು. ವಿವಿಧ ಸಂಘಟನೆಗಳ ಪದಾಧಿಕಾರಿಗಳು ಹಾಜರಿದ್ದರು.: [342, 438, 614, 494]
- lead-column-2: ಅಭಿವೃದ್ಧಿ ಹೊಂದುತ್ತಿರುವ ಪ್ರದೇಶಗಳಲ್ಲಿ ಭೂಮಿ ಒತ್ತುವರಿ ಹೆಚ್ಚಾಗುತ್ತಿದೆ. ಎಲ್ಲಾ ಹಂತದ ಅಧಿಕಾರಿಗಳು ಜಾಗೃತರಾಗಿ ಕೆಲಸ ಮಾಡಬೇಕು. ನ್ಯಾಯಾಲಯದ ಆದೇಶಗಳನ್ನು ಪಾಲಿಸುವ ಮೂಲಕ ಸರ್ಕಾರಿ ಆಸ್ತಿ ರಕ್ಷಣೆ ಮಾಡಬೇಕು. ಕಂದಾಯ ದಾಖಲೆಗಳನ್ನು ಸಮರ್ಪಕವಾಗಿ ನಿರ್ವಹಿಸಬೇಕು ಎಂದರು. ಜಿಲ್ಲಾಧಿಕಾರಿ ಮಾತನಾಡಿ ಜಿಲ್ಲೆಯಲ್ಲಿ ಭೂ ಒತ್ತುವರಿ ತೆರವು ಕಾರ್ಯಾಚರಣೆ ನಡೆಯುತ್ತಿದ್ದು ಅರಣ್ಯ ಮತ್ತು ಕಂದಾಯ ಭೂಮಿ ಸಂರಕ್ಷಣೆಗೆ ಕ್ರಮ ಕೈಗೊಳ್ಳಲಾಗಿದೆ ಎಂದು ತಿಳಿಸಿದರು.: [200, 322, 332, 407]
- reg-dot-magenta: [421, 45, 429, 53]
- lead-column-4: ಅಧ್ಯಕ್ಷರೂ ಆದ ನ್ಯಾಯಾಧೀಶರು ಮಾತನಾಡಿ ಕಾನೂನಿನ ಅರಿವು ಎಲ್ಲರಿಗೂ ಇರಬೇಕು. ಒಂದು ವೇಳೆ ಭೂ ಕಬಳಿಕೆ ಆಗಿದ್ದರೆ ತಕ್ಷಣ ದೂರು ದಾಖಲಿಸಿ ಕ್ರಮ ಕೈಗೊಳ್ಳಬೇಕು. ಭೂ ಕಬಳಿಕೆ ನಿಷೇಧ ಕಾಯ್ದೆ ಹಾಗೂ ನಿಯಮಗಳ ಬಗ್ಗೆ ಅಧಿಕಾರಿಗಳು ತಿಳಿದುಕೊಳ್ಳಬೇಕು. ಹಿರಿಯ ಸಿವಿಲ್ ನ್ಯಾಯಾಧೀಶರು ಮತ್ತು ಜಿಲ್ಲಾ ಕಾನೂನು ಸೇವೆಗಳ ಪ್ರಾಧಿಕಾರದ ಸದಸ್ಯ ಕಾರ್ಯದರ್ಶಿ ಅವರು ಮಾತನಾಡಿದರು. ಉಪ ವಿಭಾಗಾಧಿಕಾರಿ, ತಹಶೀಲ್ದಾರರು ಇತರರು ಹಾಜರಿದ್ದರು. ಸರ್ಕಾರಿ ವಕೀಲರು ಕಾರ್ಯಾಗಾರದಲ್ಲಿ ಉಪನ್ಯಾಸ ನೀಡಿದರು. ಭೂ ಕಂದಾಯ ಕಾಯ್ದೆ ಕುರಿತು ಮಾಹಿತಿ ನೀಡಲಾಯಿತು. ಕಂದಾಯ ಇಲಾಖೆಯ ಅಧಿಕಾರಿಗಳು ಉತ್ಸಾಹದಿಂದ ಭಾಗವಹಿಸಿದ್ದರು.: [472, 178, 610, 282]
- aap-headline-line1: ಅಗತ್ಯ ವಸ್ತುಗಳ ಬೆಲೆ ಏರಿಕೆ ವಿರೋಧಿಸಿ: [94, 416, 292, 435]
- aap-photo: [48, 462, 242, 568]
- protesters: [53, 541, 239, 568]
- ambedkar-headline: ಸರ್ವರೂ ಅಂಬೇಡ್ಕರ್ ಜಯಂತಿಯಲ್ಲಿ ಭಾಗವಹಿಸಿ-ಎಆರ್‌ಕೆ: [56, 721, 280, 735]
- bose-photo: [480, 748, 894, 862]
